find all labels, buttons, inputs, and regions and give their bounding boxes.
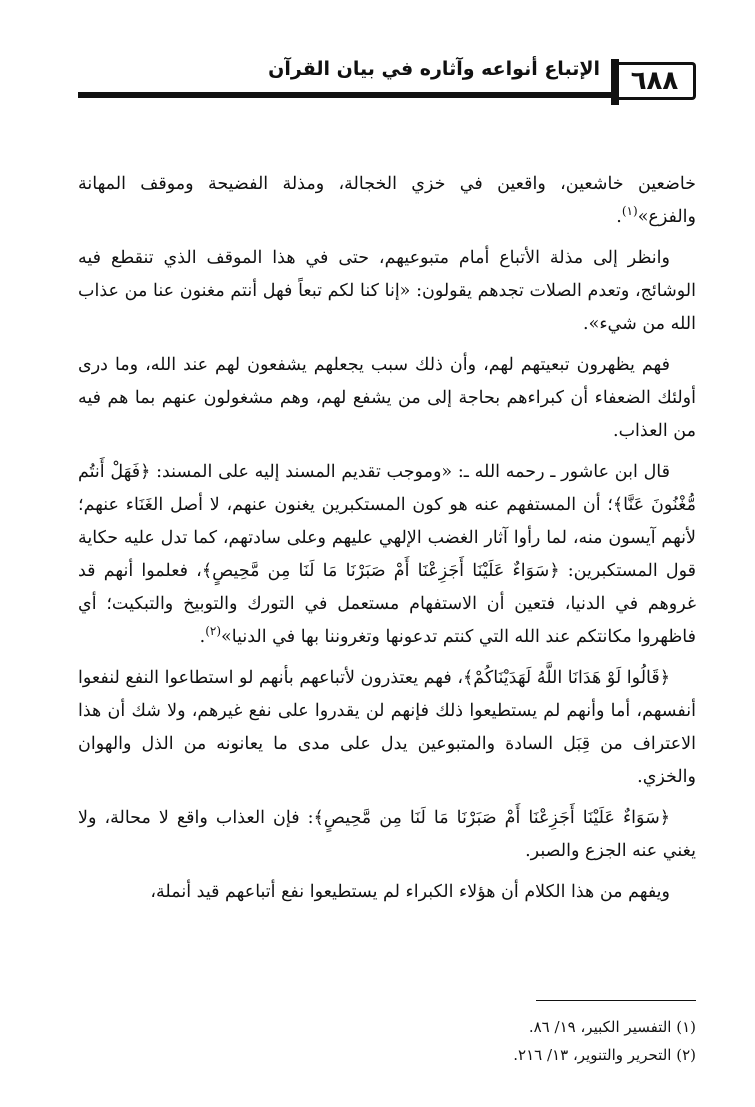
paragraph — [78, 456, 696, 654]
paragraph — [78, 876, 696, 909]
paragraph — [78, 168, 696, 234]
footnote-separator — [536, 1000, 696, 1001]
body-text — [78, 168, 696, 917]
paragraph-text: خاضعين خاشعين، واقعين في خزي الخجالة، ومذلة الفضيحة وموقف المهانة والفزع» — [78, 174, 696, 227]
paragraph-text: ﴿سَوَاءٌ عَلَيْنَا أَجَزِعْنَا أَمْ صَبَرْنَا مَا لَنَا مِن مَّحِيصٍ﴾: فإن العذاب واقع لا محالة، ولا يغني عنه الجزع والصبر. — [78, 808, 696, 861]
paragraph-end: . — [199, 627, 206, 647]
paragraph — [78, 242, 696, 341]
footnote-ref: (١) — [621, 204, 638, 219]
running-title: الإتباع أنواعه وآثاره في بيان القرآن — [268, 58, 600, 80]
paragraph-text: فهم يظهرون تبعيتهم لهم، وأن ذلك سبب يجعلهم يشفعون لهم عند الله، وما درى أولئك الضعفاء أن كبراءهم بحاجة إلى من يشفع لهم، وهم مشغولون عنهم بما هم فيه من العذاب. — [78, 355, 696, 441]
header-rule — [78, 92, 612, 98]
footnote: (١) التفسير الكبير، ١٩/ ٨٦. — [528, 1018, 696, 1036]
paragraph — [78, 802, 696, 868]
paragraph-text: ﴿قَالُوا لَوْ هَدَانَا اللَّهُ لَهَدَيْنَاكُمْ﴾، فهم يعتذرون لأتباعهم بأنهم لو استطاعوا النفع لنفعوا أنفسهم، أما وأنهم لم يستطيعوا ذلك فإنهم لن يقدروا على نفع غيرهم، ولا شك أن هذا الاعتراف من قِبَل السادة والمتبوعين يدل على مدى ما يعانونه من الذل والهوان والخزي. — [78, 668, 696, 787]
page-number: ٦٨٨ — [616, 62, 696, 100]
paragraph-text: وانظر إلى مذلة الأتباع أمام متبوعيهم، حتى في هذا الموقف الذي تنقطع فيه الوشائج، وتعدم الصلات تجدهم يقولون: «إنا كنا لكم تبعاً فهل أنتم مغنون عنا من عذاب الله من شيء». — [78, 248, 696, 334]
paragraph-text: ويفهم من هذا الكلام أن هؤلاء الكبراء لم يستطيعوا نفع أتباعهم قيد أنملة، — [150, 882, 670, 902]
paragraph-end: . — [616, 207, 622, 227]
running-header — [78, 52, 696, 112]
footnote: (٢) التحرير والتنوير، ١٣/ ٢١٦. — [513, 1046, 696, 1064]
paragraph — [78, 349, 696, 448]
footnotes — [296, 1013, 696, 1069]
footnote-ref: (٢) — [205, 624, 222, 639]
paragraph-text: قال ابن عاشور ـ رحمه الله ـ: «وموجب تقديم المسند إليه على المسند: ﴿فَهَلْ أَنتُم مُّغْنُونَ عَنَّا﴾؛ أن المستفهم عنه هو كون المستكبرين يغنون عنهم، لا أصل الغَنَاء عنهم؛ لأنهم آيسون منه، لما رأوا آثار الغضب الإلهي عليهم وعلى سادتهم، كما تدل عليه حكاية قول المستكبرين: ﴿سَوَاءٌ عَلَيْنَا أَجَزِعْنَا أَمْ صَبَرْنَا مَا لَنَا مِن مَّحِيصٍ﴾، فعلموا أنهم قد غروهم في الدنيا، فتعين أن الاستفهام مستعمل في التورك والتوبيخ والتبكيت؛ أي فاظهروا مكانتكم عند الله التي كنتم تدعونها وتغروننا بها في الدنيا» — [78, 462, 696, 647]
paragraph — [78, 662, 696, 794]
